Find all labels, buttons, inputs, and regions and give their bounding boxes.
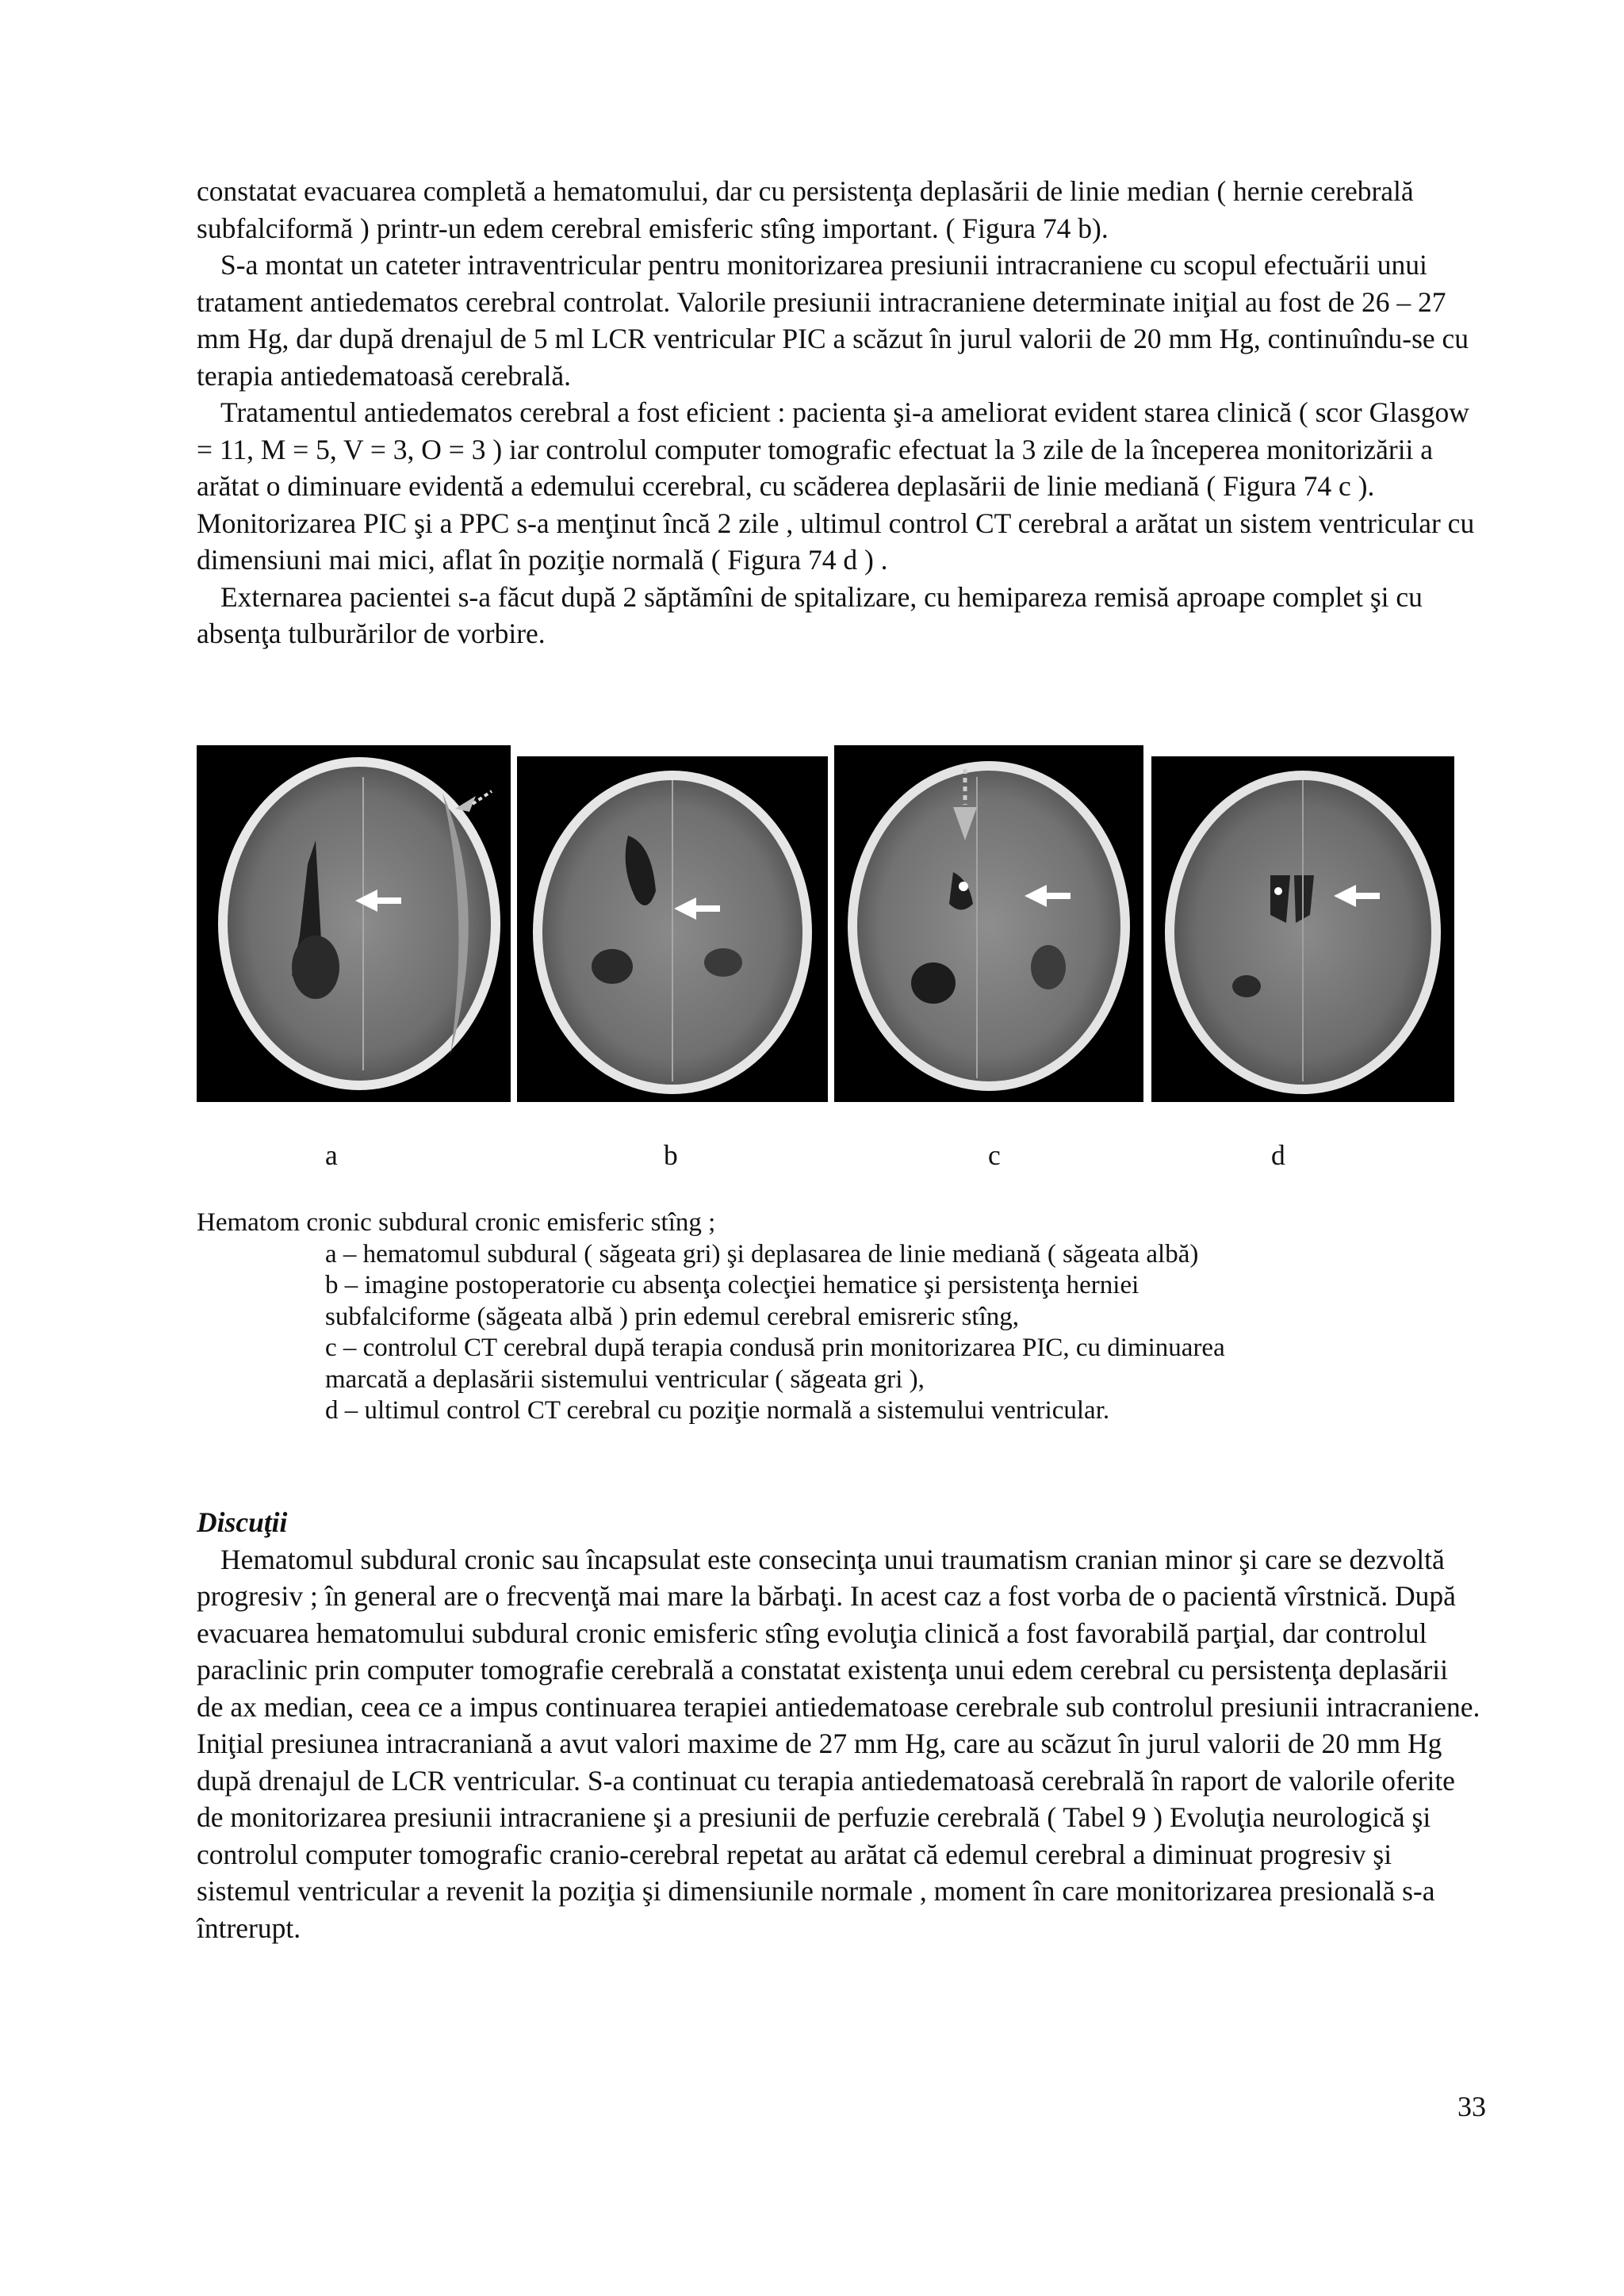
figure-label-c: c <box>988 1139 1001 1171</box>
caption-line: subfalciforme (săgeata albă ) prin edemul cerebral emisreric stîng, <box>325 1302 1020 1331</box>
body-text-top <box>197 173 1481 652</box>
ct-image-c <box>834 745 1143 1102</box>
paragraph: Hematomul subdural cronic sau încapsulat este consecinţa unui traumatism cranian minor şi care se dezvoltă progresiv ; în general are o frecvenţă mai mare la bărbaţi. In acest caz a fost vorba de o pacientă vîrstnică. După evacuarea hematomului subdural cronic emisferic stîng evoluţia clinică a fost favorabilă parţial, dar controlul paraclinic prin computer tomografie cerebrală a constatat existenţa unui edem cerebral cu persistenţa deplasării de ax median, ceea ce a impus continuarea terapiei antiedematoase cerebrale sub controlul presiunii intracraniene. Iniţial presiunea intracraniană a avut valori maxime de 27 mm Hg, care au scăzut în jurul valorii de 20 mm Hg după drenajul de LCR ventricular. S-a continuat cu terapia antiedematoasă cerebrală în raport de valorile oferite de monitorizarea presiunii intracraniene şi a presiunii de perfuzie cerebrală ( Tabel 9 ) Evoluţia neurologică şi controlul computer tomografic cranio-cerebral repetat au arătat că edemul cerebral a diminuat progresiv şi sistemul ventricular a revenit la poziţia şi dimensiunile normale , moment în care monitorizarea presională s-a întrerupt. <box>197 1543 1480 1944</box>
ct-image-b <box>517 756 828 1102</box>
figure-label-b: b <box>664 1139 678 1171</box>
paragraph: constatat evacuarea completă a hematomului, dar cu persistenţa deplasării de linie median ( hernie cerebrală subfalciformă ) printr-un edem cerebral emisferic stîng important. ( Figura 74 b). <box>197 175 1414 244</box>
ct-image-a <box>197 745 511 1102</box>
ct-image-d <box>1151 756 1454 1102</box>
paragraph: Tratamentul antiedematos cerebral a fost eficient : pacienta şi-a ameliorat evident starea clinică ( scor Glasgow = 11, M = 5, V = 3, O = 3 ) iar controlul computer tomografic efectuat la 3 zile de la începerea monitorizării a arătat o diminuare evidentă a edemului ccerebral, cu scăderea deplasării de linie mediană ( Figura 74 c ). Monitorizarea PIC şi a PPC s-a menţinut încă 2 zile , ultimul control CT cerebral a arătat un sistem ventricular cu dimensiuni mai mici, aflat în poziţie normală ( Figura 74 d ) . <box>197 396 1475 576</box>
discussion-section <box>197 1504 1481 1946</box>
ct-figure-row <box>0 745 1624 1110</box>
paragraph: S-a montat un cateter intraventricular pentru monitorizarea presiunii intracraniene cu scopul efectuării unui tratament antiedematos cerebral controlat. Valorile presiunii intracraniene determinate iniţial au fost de 26 – 27 mm Hg, dar după drenajul de 5 ml LCR ventricular PIC a scăzut în jurul valorii de 20 mm Hg, continuîndu-se cu terapia antiedematoasă cerebrală. <box>197 249 1469 392</box>
figure-label-d: d <box>1271 1139 1285 1171</box>
caption-line: a – hematomul subdural ( săgeata gri) şi deplasarea de linie mediană ( săgeata albă) <box>325 1239 1199 1269</box>
paragraph: Externarea pacientei s-a făcut după 2 săptămîni de spitalizare, cu hemipareza remisă aproape complet şi cu absenţa tulburărilor de vorbire. <box>197 580 1423 649</box>
caption-line: c – controlul CT cerebral după terapia condusă prin monitorizarea PIC, cu diminuarea <box>325 1334 1225 1362</box>
caption-line: b – imagine postoperatorie cu absenţa colecţiei hematice şi persistenţa herniei <box>325 1271 1139 1299</box>
caption-title: Hematom cronic subdural cronic emisferic stîng ; <box>197 1208 716 1237</box>
caption-line: marcată a deplasării sistemului ventricular ( săgeata gri ), <box>325 1364 925 1394</box>
figure-caption <box>197 1207 1481 1427</box>
section-heading: Discuţii <box>197 1506 288 1538</box>
caption-line: d – ultimul control CT cerebral cu poziţie normală a sistemului ventricular. <box>325 1396 1110 1425</box>
page-number: 33 <box>1457 2091 1486 2122</box>
figure-label-a: a <box>325 1139 338 1171</box>
